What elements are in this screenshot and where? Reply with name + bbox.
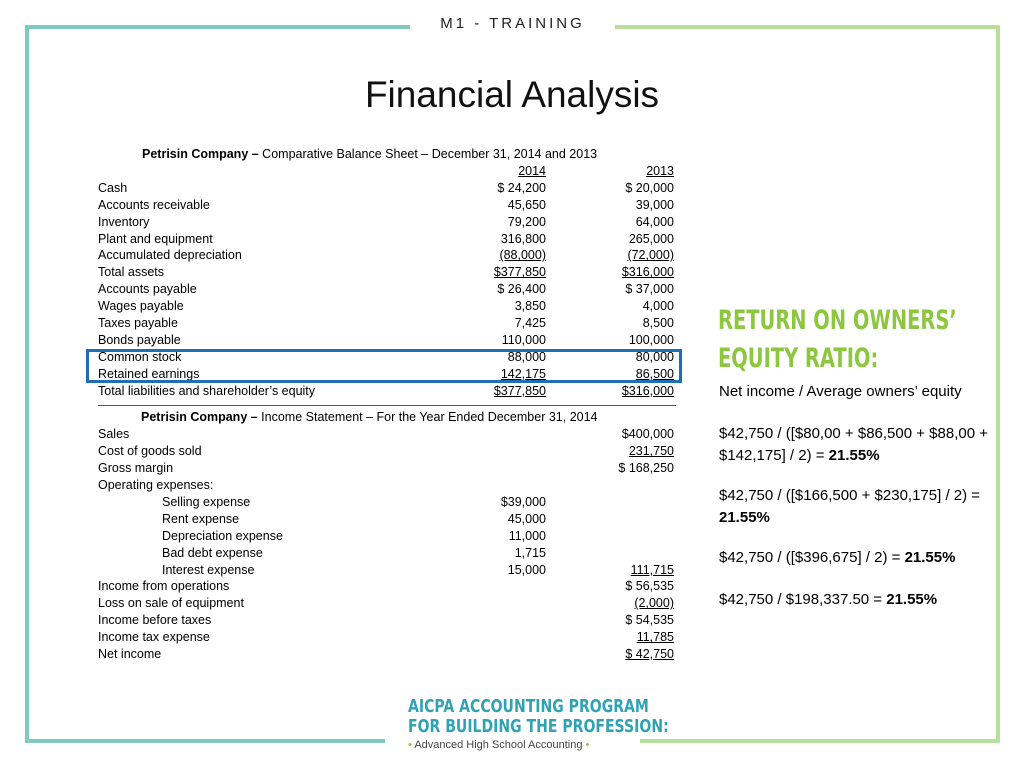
ratio-heading — [718, 302, 992, 378]
detail-amount: 11,000 — [508, 528, 546, 543]
frame-bottom-left-border — [25, 739, 385, 743]
value-2014: $377,850 — [493, 383, 546, 398]
balance-sheet-row — [98, 247, 676, 264]
balance-sheet-row — [98, 298, 676, 315]
value-2013: 80,000 — [635, 349, 674, 364]
row-label: Interest expense — [162, 562, 255, 577]
row-label: Retained earnings — [98, 366, 200, 381]
balance-sheet-heading — [98, 146, 676, 163]
ratio-calculation-4 — [719, 589, 999, 611]
row-label: Common stock — [98, 349, 182, 364]
ratio-calculation-3 — [719, 547, 999, 569]
value-2014: $ 26,400 — [497, 282, 546, 297]
value-2013: $316,000 — [621, 265, 674, 280]
income-statement-row — [98, 578, 676, 595]
income-statement-row — [98, 629, 676, 646]
row-label: Operating expenses: — [98, 478, 214, 493]
row-label: Income tax expense — [98, 630, 210, 645]
row-label: Cash — [98, 180, 128, 195]
total-amount: 231,750 — [628, 444, 674, 459]
value-2013: 39,000 — [635, 197, 674, 212]
income-statement-row — [98, 443, 676, 460]
value-2014: 7,425 — [514, 316, 546, 331]
ratio-heading-line1: RETURN ON OWNERS’ — [718, 305, 957, 336]
row-label: Bonds payable — [98, 332, 181, 347]
calc-3-result: 21.55% — [904, 549, 956, 566]
row-label: Accumulated depreciation — [98, 248, 242, 263]
total-amount: $ 168,250 — [618, 461, 674, 476]
row-label: Net income — [98, 647, 162, 662]
row-label: Accounts payable — [98, 282, 197, 297]
balance-sheet-row — [98, 332, 676, 349]
row-label: Loss on sale of equipment — [98, 596, 244, 611]
row-label: Gross margin — [98, 461, 174, 476]
income-statement-heading — [98, 409, 676, 426]
calc-4-result: 21.55% — [886, 591, 938, 608]
balance-sheet-year-header — [98, 163, 676, 180]
balance-sheet-row — [98, 231, 676, 248]
row-label: Total assets — [98, 265, 165, 280]
row-label: Depreciation expense — [162, 528, 283, 543]
balance-sheet-row — [98, 197, 676, 214]
value-2014: 110,000 — [501, 332, 546, 347]
row-label: Taxes payable — [98, 316, 178, 331]
value-2013: 64,000 — [635, 214, 674, 229]
value-2013: 4,000 — [642, 299, 674, 314]
balance-sheet-title: Comparative Balance Sheet – December 31, 2014 and 2013 — [258, 147, 598, 161]
value-2014: $ 24,200 — [497, 180, 546, 195]
value-2014: 45,650 — [507, 197, 546, 212]
logo-line-1: AICPA ACCOUNTING PROGRAM — [408, 696, 649, 717]
income-statement-rows — [98, 426, 676, 662]
value-2014: 316,800 — [500, 231, 546, 246]
income-statement-row — [98, 562, 676, 579]
balance-sheet-row — [98, 281, 676, 298]
row-label: Bad debt expense — [162, 545, 263, 560]
value-2013: 8,500 — [642, 316, 674, 331]
frame-top-left-border — [25, 25, 410, 29]
financial-statements — [98, 146, 676, 663]
calc-1-text: $42,750 / ([$80,00 + $86,500 + $88,00 + $142,175] / 2) = — [719, 425, 988, 464]
calc-4-text: $42,750 / $198,337.50 = — [719, 591, 887, 608]
row-label: Wages payable — [98, 299, 184, 314]
total-amount: $ 56,535 — [625, 579, 674, 594]
ratio-calculation-1 — [719, 423, 999, 467]
value-2013: $316,000 — [621, 383, 674, 398]
section-divider — [98, 405, 676, 406]
balance-sheet-company: Petrisin Company – — [142, 147, 259, 161]
row-label: Income from operations — [98, 579, 230, 594]
ratio-calculation-2 — [719, 485, 999, 529]
logo-subtitle — [408, 739, 648, 751]
income-statement-row — [98, 612, 676, 629]
aicpa-logo — [408, 696, 669, 751]
detail-amount: 1,715 — [514, 545, 546, 560]
value-2014: 79,200 — [507, 214, 546, 229]
income-statement-row — [98, 528, 676, 545]
calc-2-text: $42,750 / ([$166,500 + $230,175] / 2) = — [719, 487, 981, 504]
income-statement-row — [98, 426, 676, 443]
income-statement-row — [98, 545, 676, 562]
frame-bottom-right-border — [640, 739, 1000, 743]
row-label: Accounts receivable — [98, 197, 210, 212]
ratio-formula: Net income / Average owners’ equity — [719, 383, 962, 400]
total-amount: $ 54,535 — [625, 613, 674, 628]
value-2014: 142,175 — [500, 366, 546, 381]
detail-amount: $39,000 — [500, 495, 546, 510]
page-title: Financial Analysis — [364, 74, 660, 115]
total-amount: $400,000 — [621, 427, 674, 442]
equity-highlight-box — [86, 349, 682, 383]
balance-sheet-row — [98, 315, 676, 332]
frame-left-border — [25, 25, 29, 743]
balance-sheet-row — [98, 264, 676, 281]
row-label: Plant and equipment — [98, 231, 213, 246]
calc-2-result: 21.55% — [719, 509, 770, 526]
detail-amount: 45,000 — [507, 511, 546, 526]
value-2014: 88,000 — [507, 349, 546, 364]
value-2013: $ 20,000 — [625, 180, 674, 195]
income-statement-company: Petrisin Company – — [141, 410, 258, 425]
logo-line-2: FOR BUILDING THE PROFESSION: — [408, 716, 669, 737]
row-label: Cost of goods sold — [98, 444, 202, 459]
total-amount: 11,785 — [636, 630, 674, 645]
column-header-2014: 2014 — [518, 164, 546, 178]
value-2013: 100,000 — [628, 332, 674, 347]
logo-dot-right: • — [585, 739, 590, 751]
income-statement-row — [98, 511, 676, 528]
value-2013: 86,500 — [635, 366, 674, 381]
value-2014: 3,850 — [514, 299, 546, 314]
value-2014: $377,850 — [493, 265, 546, 280]
logo-subtitle-text: Advanced High School Accounting — [414, 739, 583, 751]
income-statement-row — [98, 477, 676, 494]
ratio-heading-line2: EQUITY RATIO: — [718, 343, 879, 374]
income-statement-row — [98, 494, 676, 511]
detail-amount: 15,000 — [507, 562, 546, 577]
logo-dot-left: • — [408, 739, 412, 751]
income-statement-title: Income Statement – For the Year Ended December 31, 2014 — [257, 410, 598, 425]
total-amount: $ 42,750 — [625, 647, 674, 662]
value-2014: (88,000) — [499, 248, 546, 263]
income-statement-row — [98, 460, 676, 477]
row-label: Rent expense — [162, 511, 240, 526]
value-2013: 265,000 — [628, 231, 674, 246]
row-label: Inventory — [98, 214, 150, 229]
calc-3-text: $42,750 / ([$396,675] / 2) = — [719, 549, 905, 566]
row-label: Total liabilities and shareholder’s equity — [98, 383, 316, 398]
balance-sheet-row — [98, 214, 676, 231]
header-label: M1 - TRAINING — [440, 15, 585, 32]
calc-1-result: 21.55% — [828, 447, 880, 464]
income-statement-row — [98, 646, 676, 663]
frame-top-right-border — [615, 25, 1000, 29]
value-2013: (72,000) — [627, 248, 674, 263]
column-header-2013: 2013 — [646, 164, 674, 178]
total-amount: (2,000) — [634, 596, 674, 611]
row-label: Sales — [98, 427, 130, 442]
income-statement-row — [98, 595, 676, 612]
balance-sheet-row — [98, 383, 676, 400]
balance-sheet-row — [98, 180, 676, 197]
total-amount: 111,715 — [630, 562, 674, 577]
row-label: Selling expense — [162, 495, 251, 510]
row-label: Income before taxes — [98, 613, 212, 628]
value-2013: $ 37,000 — [625, 282, 674, 297]
